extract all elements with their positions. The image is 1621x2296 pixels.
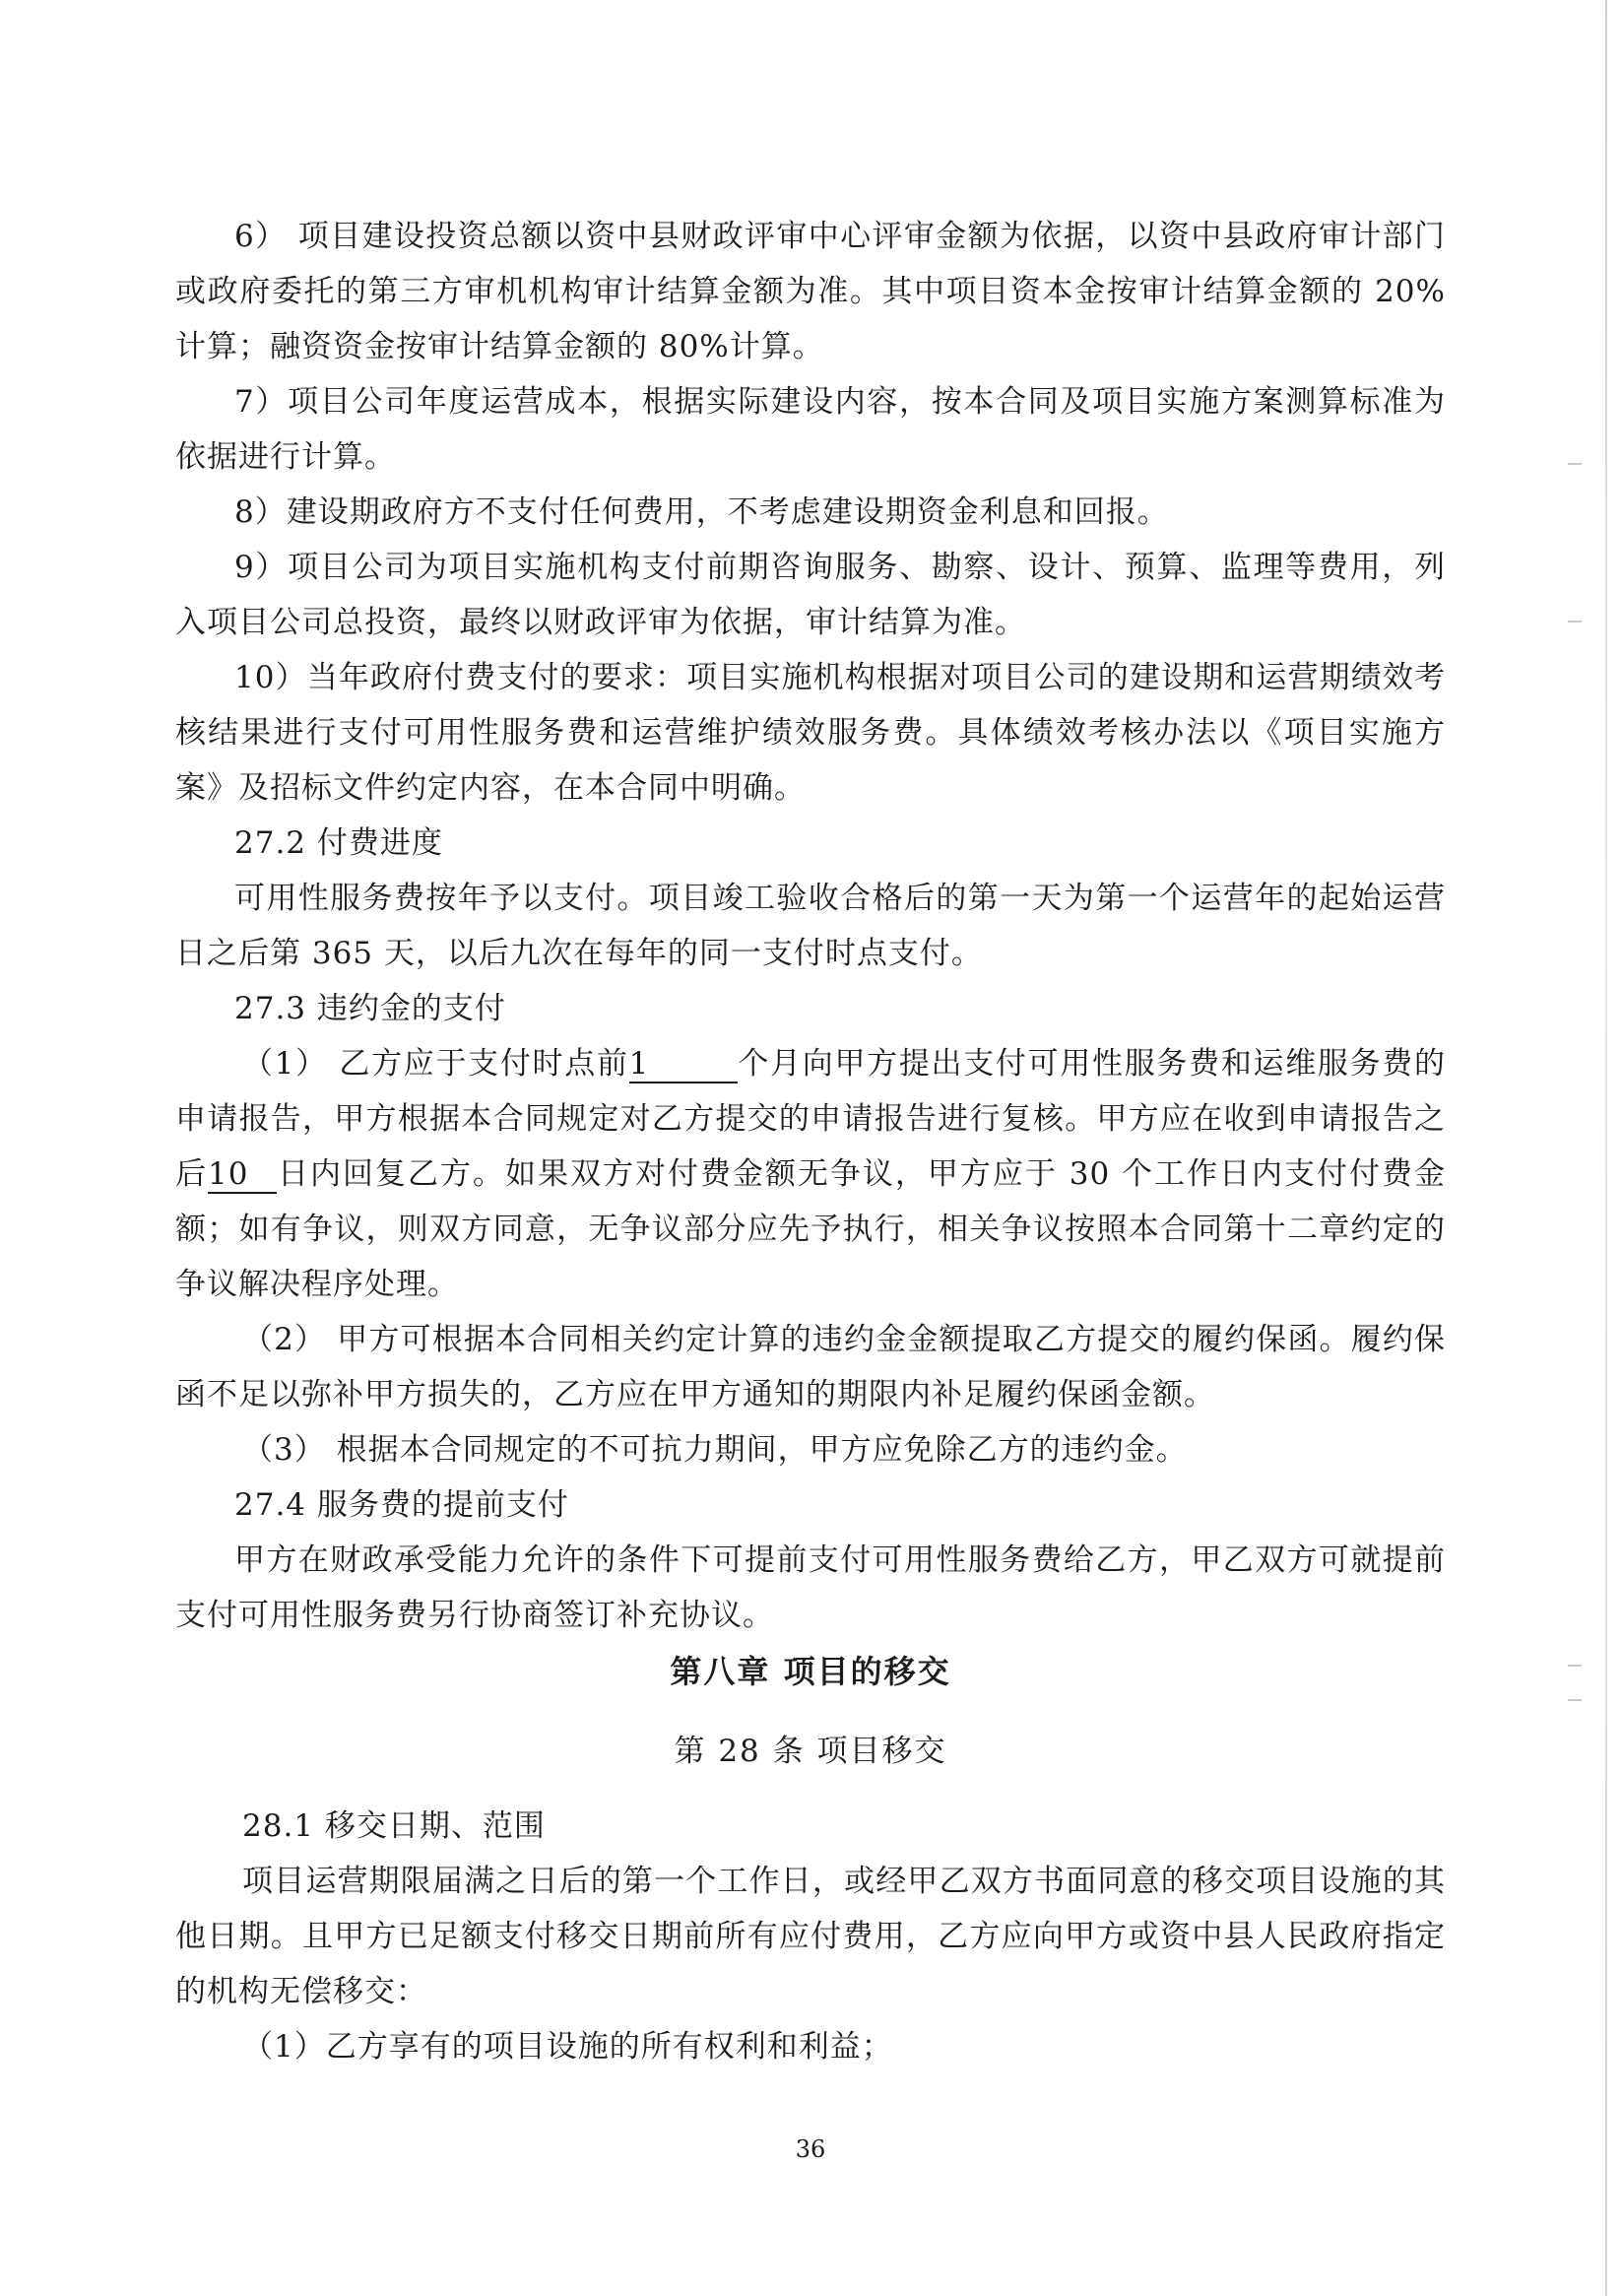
clause-9: 9）项目公司为项目实施机构支付前期咨询服务、勘察、设计、预算、监理等费用，列入项目公司总投资，最终以财政评审为依据，审计结算为准。 xyxy=(175,550,1446,640)
scan-mark xyxy=(1568,463,1582,465)
clause-7: 7）项目公司年度运营成本，根据实际建设内容，按本合同及项目实施方案测算标准为依据进行计算。 xyxy=(175,384,1446,475)
clause-8: 8）建设期政府方不支付任何费用，不考虑建设期资金利息和回报。 xyxy=(234,494,1169,530)
blank-months: 1 xyxy=(629,1046,738,1083)
section-28-1-title: 28.1 移交日期、范围 xyxy=(242,1808,546,1844)
scan-mark xyxy=(1568,621,1582,623)
section-27-3-item-3: （3） 根据本合同规定的不可抗力期间，甲方应免除乙方的违约金。 xyxy=(242,1432,1188,1468)
section-27-2-title: 27.2 付费进度 xyxy=(234,825,443,861)
section-28-1-body: 项目运营期限届满之日后的第一个工作日，或经甲乙双方书面同意的移交项目设施的其他日期。且甲方已足额支付移交日期前所有应付费用，乙方应向甲方或资中县人民政府指定的机构无偿移交： xyxy=(175,1864,1446,2009)
item-1-text-a: （1） 乙方应于支付时点前 xyxy=(242,1046,629,1082)
scan-mark xyxy=(1568,1699,1582,1701)
article-title: 第 28 条 项目移交 xyxy=(674,1734,947,1769)
section-28-block xyxy=(175,1799,1446,2074)
section-27-2-body: 可用性服务费按年予以支付。项目竣工验收合格后的第一天为第一个运营年的起始运营日之后第 365 天，以后九次在每年的同一支付时点支付。 xyxy=(175,881,1446,971)
scan-edge-line xyxy=(1605,0,1607,2296)
page-number: 36 xyxy=(795,2135,826,2163)
item-1-text-c: 日内回复乙方。如果双方对付费金额无争议，甲方应于 30 个工作日内支付付费金额；如有争议，则双方同意，无争议部分应先予执行，相关争议按照本合同第十二章约定的争议解决程序处理。 xyxy=(175,1156,1446,1302)
section-27-1-block xyxy=(175,209,1446,1643)
section-27-4-body: 甲方在财政承受能力允许的条件下可提前支付可用性服务费给乙方，甲乙双方可就提前支付可用性服务费另行协商签订补充协议。 xyxy=(175,1542,1446,1633)
section-27-4-title: 27.4 服务费的提前支付 xyxy=(234,1487,569,1523)
section-27-3-item-2: （2） 甲方可根据本合同相关约定计算的违约金金额提取乙方提交的履约保函。履约保函不足以弥补甲方损失的，乙方应在甲方通知的期限内补足履约保函金额。 xyxy=(175,1322,1446,1412)
section-27-3-item-1 xyxy=(175,1036,1446,1312)
section-28-1-item-1: （1）乙方享有的项目设施的所有权利和利益； xyxy=(242,2029,893,2065)
clause-6: 6） 项目建设投资总额以资中县财政评审中心评审金额为依据，以资中县政府审计部门或政府委托的第三方审机机构审计结算金额为准。其中项目资本金按审计结算金额的 20%计算；融资资金按审计结算金额的 80%计算。 xyxy=(175,219,1446,364)
blank-days: 10 xyxy=(208,1156,277,1194)
section-27-3-title: 27.3 违约金的支付 xyxy=(234,991,506,1026)
clause-10: 10）当年政府付费支付的要求：项目实施机构根据对项目公司的建设期和运营期绩效考核结果进行支付可用性服务费和运营维护绩效服务费。具体绩效考核办法以《项目实施方案》及招标文件约定内容，在本合同中明确。 xyxy=(175,660,1446,806)
chapter-title: 第八章 项目的移交 xyxy=(670,1653,951,1690)
item-1-text-b: 个月向甲方提出支付可用性服务费和运维服务费的申请报告，甲方根据本合同规定对乙方提交的申请报告进行复核。甲方应在收到申请报告之后 xyxy=(175,1046,1447,1192)
